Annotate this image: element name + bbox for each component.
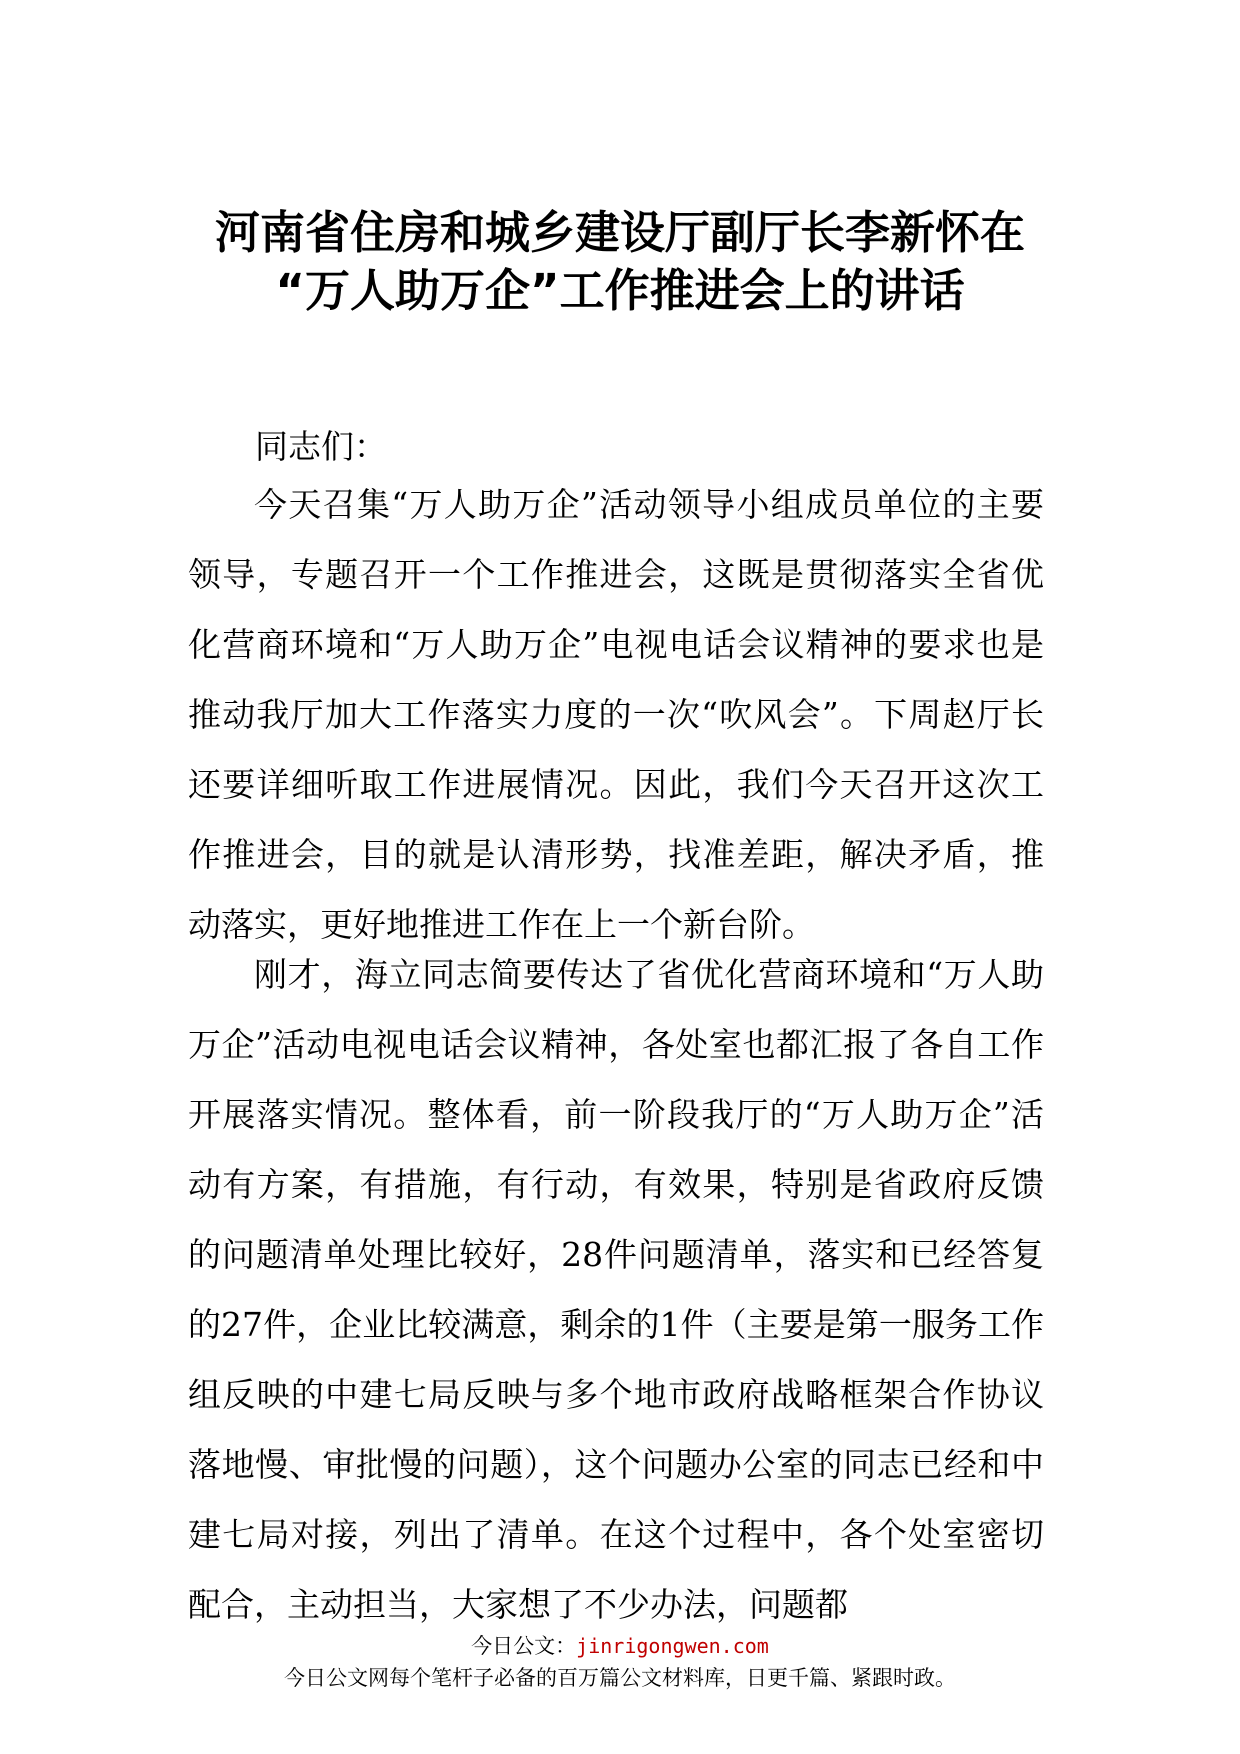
paragraph-1: 今天召集“万人助万企”活动领导小组成员单位的主要领导，专题召开一个工作推进会，这既是贯彻落实全省优化营商环境和“万人助万企”电视电话会议精神的要求也是推动我厅加大工作落实力度的一次“吹风会”。下周赵厅长还要详细听取工作进展情况。因此，我们今天召开这次工作推进会，目的就是认清形势，找准差距，解决矛盾，推动落实，更好地推进工作在上一个新台阶。	[188, 485, 1044, 944]
paragraph-2: 刚才，海立同志简要传达了省优化营商环境和“万人助万企”活动电视电话会议精神，各处室也都汇报了各自工作开展落实情况。整体看，前一阶段我厅的“万人助万企”活动有方案，有措施，有行动，有效果，特别是省政府反馈的问题清单处理比较好，28件问题清单，落实和已经答复的27件，企业比较满意，剩余的1件（主要是第一服务工作组反映的中建七局反映与多个地市政府战略框架合作协议落地慢、审批慢的问题），这个问题办公室的同志已经和中建七局对接，列出了清单。在这个过程中，各个处室密切配合，主动担当，大家想了不少办法，问题都	[188, 955, 1044, 1624]
footer-site-link[interactable]: jinrigongwen.com	[576, 1634, 769, 1658]
footer-slogan: 今日公文网每个笔杆子必备的百万篇公文材料库，日更千篇、紧跟时政。	[284, 1666, 956, 1690]
footer-site	[0, 1636, 1240, 1657]
salutation: 同志们：	[255, 427, 387, 466]
footer-site-label: 今日公文：	[471, 1634, 577, 1658]
document-title-line2: “万人助万企”工作推进会上的讲话	[275, 264, 965, 317]
document-title-line1: 河南省住房和城乡建设厅副厅长李新怀在	[214, 206, 1025, 259]
